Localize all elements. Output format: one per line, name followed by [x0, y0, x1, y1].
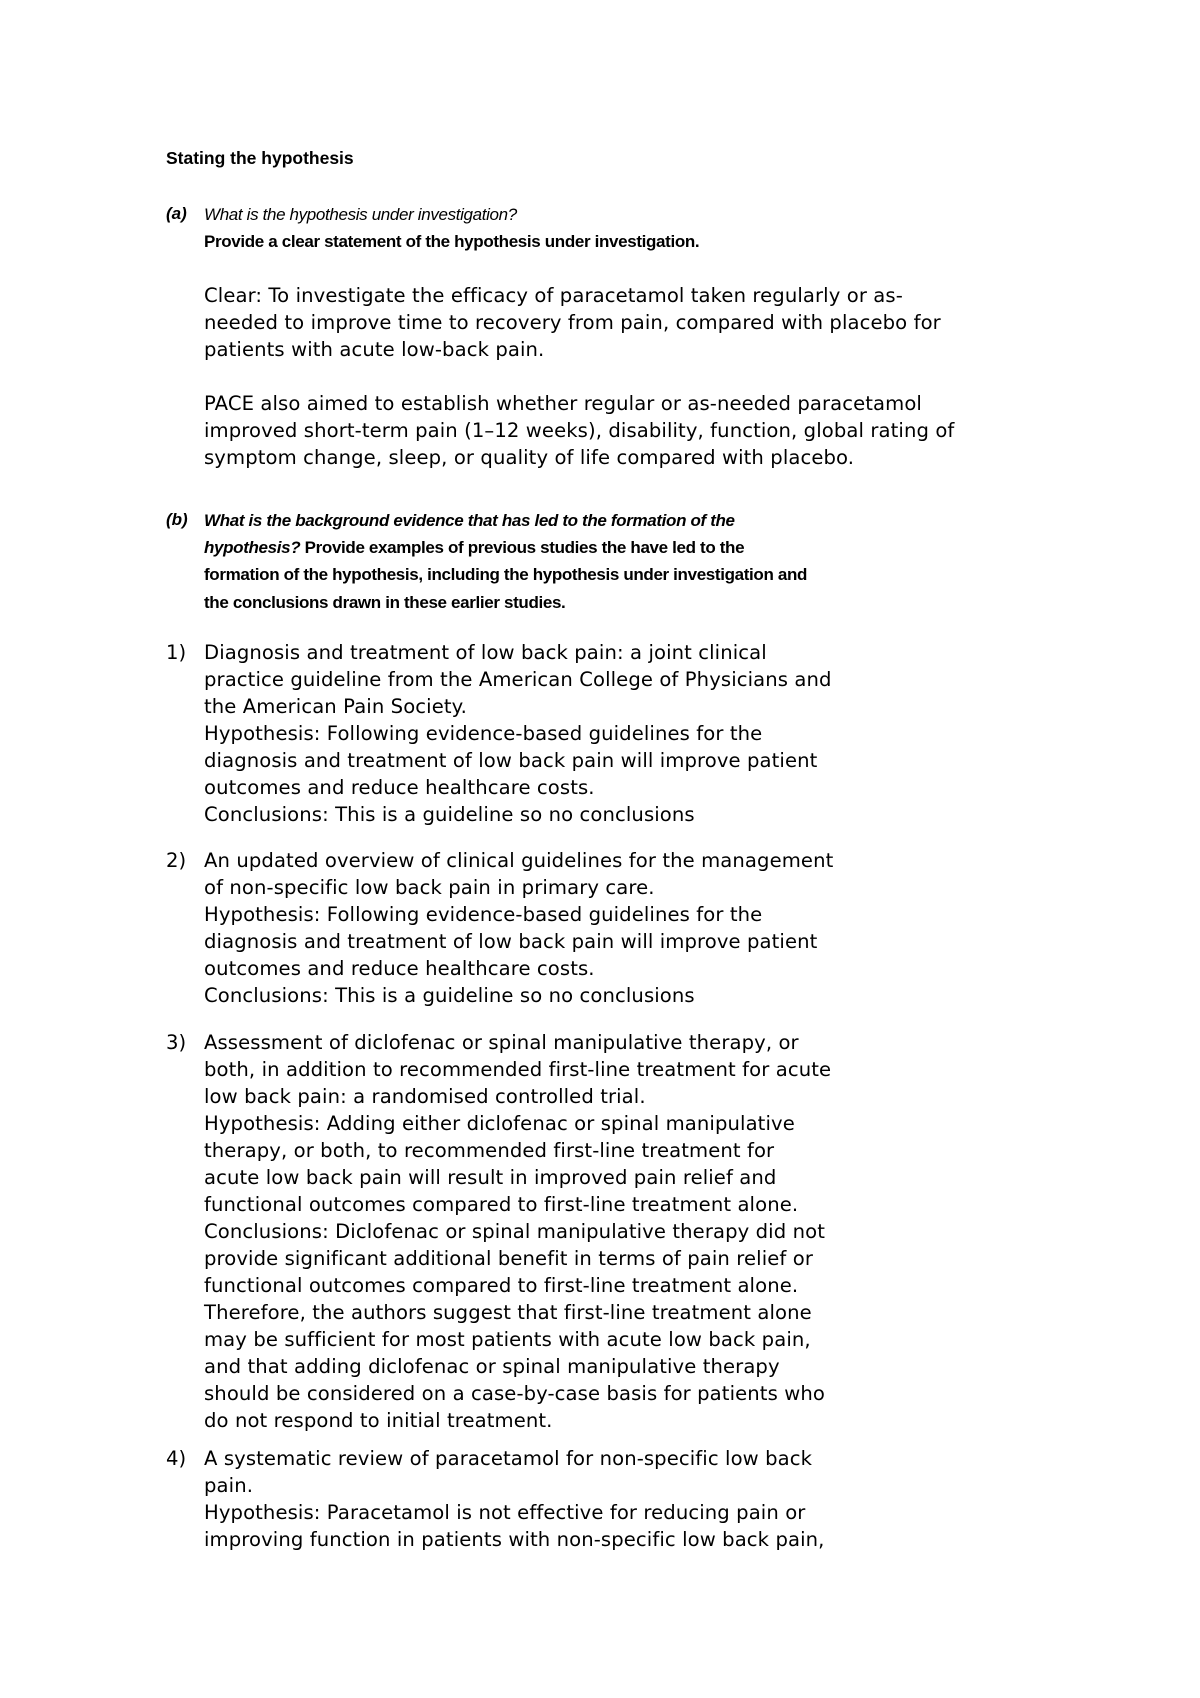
text-line: may be sufficient for most patients with acute low back pain,: [204, 1328, 811, 1351]
study-2-text: [204, 847, 1074, 1009]
text-line: of non-specific low back pain in primary care.: [204, 876, 655, 899]
text-line: and that adding diclofenac or spinal manipulative therapy: [204, 1355, 780, 1378]
question-b-question-line-1: What is the background evidence that has led to the formation of the: [204, 511, 735, 530]
section-heading: Stating the hypothesis: [166, 148, 354, 168]
text-line: diagnosis and treatment of low back pain will improve patient: [204, 930, 818, 953]
study-4-number: 4): [166, 1447, 187, 1470]
question-b-instruction-line-2: Provide examples of previous studies the have led to the: [300, 538, 745, 558]
text-line: diagnosis and treatment of low back pain will improve patient: [204, 749, 818, 772]
question-a-instruction: Provide a clear statement of the hypothesis under investigation.: [204, 232, 700, 252]
question-b-label: (b): [166, 510, 188, 529]
study-1-number: 1): [166, 641, 187, 664]
text-line: needed to improve time to recovery from pain, compared with placebo for: [204, 311, 941, 334]
text-line: provide significant additional benefit in terms of pain relief or: [204, 1247, 813, 1270]
text-line: improving function in patients with non-specific low back pain,: [204, 1528, 825, 1551]
text-line: functional outcomes compared to first-line treatment alone.: [204, 1274, 799, 1297]
study-4-text: [204, 1445, 1074, 1553]
question-a-label: (a): [166, 204, 187, 223]
text-line: symptom change, sleep, or quality of life compared with placebo.: [204, 446, 855, 469]
answer-a-paragraph-1: [204, 282, 1074, 363]
text-line: should be considered on a case-by-case basis for patients who: [204, 1382, 825, 1405]
text-line: An updated overview of clinical guidelines for the management: [204, 849, 834, 872]
question-a-text: [204, 201, 924, 255]
study-3-text: [204, 1029, 1074, 1434]
study-2-number: 2): [166, 849, 187, 872]
text-line: practice guideline from the American College of Physicians and: [204, 668, 832, 691]
text-line: Conclusions: This is a guideline so no conclusions: [204, 803, 695, 826]
text-line: Hypothesis: Paracetamol is not effective for reducing pain or: [204, 1501, 806, 1524]
text-line: A systematic review of paracetamol for non-specific low back: [204, 1447, 813, 1470]
question-b-instruction-line-4: the conclusions drawn in these earlier studies.: [204, 592, 566, 612]
text-line: Assessment of diclofenac or spinal manipulative therapy, or: [204, 1031, 799, 1054]
text-line: Conclusions: Diclofenac or spinal manipulative therapy did not: [204, 1220, 825, 1243]
text-line: acute low back pain will result in improved pain relief and: [204, 1166, 777, 1189]
text-line: Conclusions: This is a guideline so no conclusions: [204, 984, 695, 1007]
question-b-instruction-line-3: formation of the hypothesis, including the hypothesis under investigation and: [204, 565, 808, 585]
study-1-text: [204, 639, 1074, 828]
text-line: PACE also aimed to establish whether regular or as-needed paracetamol: [204, 392, 922, 415]
text-line: do not respond to initial treatment.: [204, 1409, 553, 1432]
text-line: functional outcomes compared to first-line treatment alone.: [204, 1193, 799, 1216]
text-line: Therefore, the authors suggest that first-line treatment alone: [204, 1301, 812, 1324]
text-line: pain.: [204, 1474, 254, 1497]
text-line: outcomes and reduce healthcare costs.: [204, 776, 595, 799]
text-line: outcomes and reduce healthcare costs.: [204, 957, 595, 980]
text-line: improved short-term pain (1–12 weeks), disability, function, global rating of: [204, 419, 955, 442]
text-line: Clear: To investigate the efficacy of paracetamol taken regularly or as-: [204, 284, 903, 307]
question-b-question-line-2: hypothesis?: [204, 538, 301, 558]
question-b-text: [204, 507, 924, 616]
text-line: Hypothesis: Following evidence-based guidelines for the: [204, 722, 763, 745]
text-line: low back pain: a randomised controlled trial.: [204, 1085, 646, 1108]
text-line: patients with acute low-back pain.: [204, 338, 545, 361]
study-3-number: 3): [166, 1031, 187, 1054]
question-a-question: What is the hypothesis under investigation?: [204, 205, 517, 224]
text-line: Diagnosis and treatment of low back pain: a joint clinical: [204, 641, 767, 664]
text-line: Hypothesis: Adding either diclofenac or spinal manipulative: [204, 1112, 795, 1135]
text-line: Hypothesis: Following evidence-based guidelines for the: [204, 903, 763, 926]
answer-a-paragraph-2: [204, 390, 1074, 471]
text-line: both, in addition to recommended first-line treatment for acute: [204, 1058, 832, 1081]
text-line: therapy, or both, to recommended first-line treatment for: [204, 1139, 775, 1162]
text-line: the American Pain Society.: [204, 695, 467, 718]
